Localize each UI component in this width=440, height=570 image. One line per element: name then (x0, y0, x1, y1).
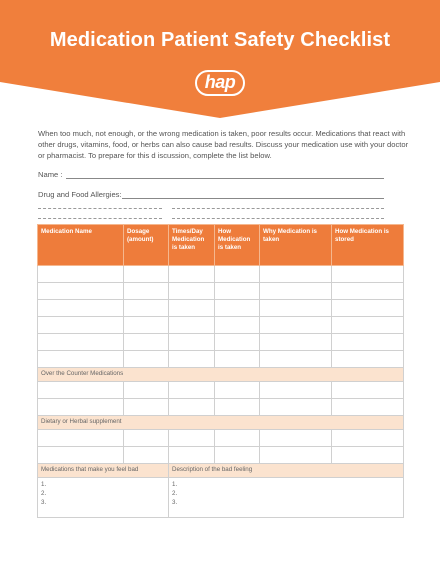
table-cell[interactable] (124, 300, 169, 317)
table-row (38, 399, 404, 416)
table-cell[interactable] (260, 300, 332, 317)
bad-meds-list[interactable] (38, 478, 169, 518)
col-why-taken: Why Medication is taken (260, 225, 332, 266)
allergies-line-2b[interactable] (172, 208, 384, 209)
table-cell[interactable] (38, 334, 124, 351)
table-cell[interactable] (332, 334, 404, 351)
table-cell[interactable] (332, 300, 404, 317)
table-cell[interactable] (332, 399, 404, 416)
name-label: Name : (38, 170, 63, 179)
intro-paragraph: When too much, not enough, or the wrong medication is taken, poor results occur. Medications that react with other drugs, vitamins, food, or herbs can also cause bad results. Discuss your medication use with your doctor or pharmacist. To prepare for this d iscussion, complete the list below. (38, 129, 409, 160)
table-cell[interactable] (260, 334, 332, 351)
table-cell[interactable] (124, 382, 169, 399)
table-cell[interactable] (124, 266, 169, 283)
table-row (38, 351, 404, 368)
table-cell[interactable] (169, 399, 215, 416)
table-cell[interactable] (38, 300, 124, 317)
table-cell[interactable] (260, 382, 332, 399)
col-how-taken: How Medication is taken (215, 225, 260, 266)
table-cell[interactable] (215, 447, 260, 464)
table-cell[interactable] (38, 399, 124, 416)
table-cell[interactable] (169, 447, 215, 464)
table-header-row (38, 225, 404, 266)
header-banner (0, 0, 440, 118)
table-cell[interactable] (332, 430, 404, 447)
medication-table (37, 224, 404, 518)
table-cell[interactable] (124, 430, 169, 447)
table-cell[interactable] (215, 300, 260, 317)
hap-logo (195, 70, 245, 96)
section-label-dietary: Dietary or Herbal supplement (38, 416, 404, 430)
table-cell[interactable] (38, 430, 124, 447)
list-item: 2. (172, 490, 178, 497)
page-title: Medication Patient Safety Checklist (49, 29, 391, 51)
table-cell[interactable] (215, 266, 260, 283)
section-row-dietary (38, 416, 404, 430)
allergies-line-3b[interactable] (172, 218, 384, 219)
table-cell[interactable] (332, 266, 404, 283)
table-row (38, 334, 404, 351)
table-cell[interactable] (260, 266, 332, 283)
list-item: 1. (41, 481, 47, 488)
list-item: 2. (41, 490, 47, 497)
table-cell[interactable] (215, 317, 260, 334)
table-cell[interactable] (215, 334, 260, 351)
col-times-per-day: Times/Day Medication is taken (169, 225, 215, 266)
table-cell[interactable] (215, 430, 260, 447)
table-cell[interactable] (38, 351, 124, 368)
table-cell[interactable] (38, 266, 124, 283)
table-cell[interactable] (332, 382, 404, 399)
section-label-bad-description: Description of the bad feeling (169, 464, 404, 478)
table-cell[interactable] (260, 283, 332, 300)
table-cell[interactable] (332, 351, 404, 368)
table-row (38, 430, 404, 447)
allergies-label: Drug and Food Allergies: (38, 190, 122, 199)
table-cell[interactable] (169, 317, 215, 334)
table-cell[interactable] (124, 399, 169, 416)
banner-shape (0, 0, 440, 118)
table-cell[interactable] (169, 300, 215, 317)
table-cell[interactable] (38, 382, 124, 399)
allergies-field[interactable] (122, 198, 384, 199)
table-cell[interactable] (260, 399, 332, 416)
table-cell[interactable] (124, 283, 169, 300)
col-dosage: Dosage (amount) (124, 225, 169, 266)
table-row (38, 447, 404, 464)
table-cell[interactable] (215, 382, 260, 399)
col-medication-name: Medication Name (38, 225, 124, 266)
table-cell[interactable] (169, 334, 215, 351)
table-cell[interactable] (38, 317, 124, 334)
table-row (38, 317, 404, 334)
table-cell[interactable] (124, 317, 169, 334)
col-how-stored: How Medication is stored (332, 225, 404, 266)
table-cell[interactable] (169, 430, 215, 447)
table-cell[interactable] (215, 351, 260, 368)
allergies-line-2a[interactable] (38, 208, 162, 209)
table-cell[interactable] (215, 399, 260, 416)
table-cell[interactable] (260, 447, 332, 464)
allergies-line-3a[interactable] (38, 218, 162, 219)
name-field[interactable] (66, 178, 384, 179)
section-row-otc (38, 368, 404, 382)
table-row (38, 382, 404, 399)
section-label-otc: Over the Counter Medications (38, 368, 404, 382)
table-cell[interactable] (215, 283, 260, 300)
table-row (38, 266, 404, 283)
section-label-bad-meds: Medications that make you feel bad (38, 464, 169, 478)
table-cell[interactable] (260, 430, 332, 447)
table-cell[interactable] (169, 382, 215, 399)
section-row-bad-feeling (38, 464, 404, 478)
table-cell[interactable] (169, 266, 215, 283)
table-cell[interactable] (332, 447, 404, 464)
list-item: 3. (41, 499, 47, 506)
logo-text: hap (204, 72, 236, 92)
list-item: 3. (172, 499, 178, 506)
table-cell[interactable] (260, 351, 332, 368)
table-cell[interactable] (124, 334, 169, 351)
table-row (38, 283, 404, 300)
table-cell[interactable] (332, 283, 404, 300)
bad-description-list[interactable] (169, 478, 404, 518)
table-row (38, 300, 404, 317)
table-cell[interactable] (124, 447, 169, 464)
table-cell[interactable] (124, 351, 169, 368)
list-item: 1. (172, 481, 178, 488)
table-cell[interactable] (38, 283, 124, 300)
table-cell[interactable] (169, 283, 215, 300)
table-cell[interactable] (38, 447, 124, 464)
table-cell[interactable] (260, 317, 332, 334)
bad-feeling-list-row (38, 478, 404, 518)
table-cell[interactable] (332, 317, 404, 334)
table-cell[interactable] (169, 351, 215, 368)
